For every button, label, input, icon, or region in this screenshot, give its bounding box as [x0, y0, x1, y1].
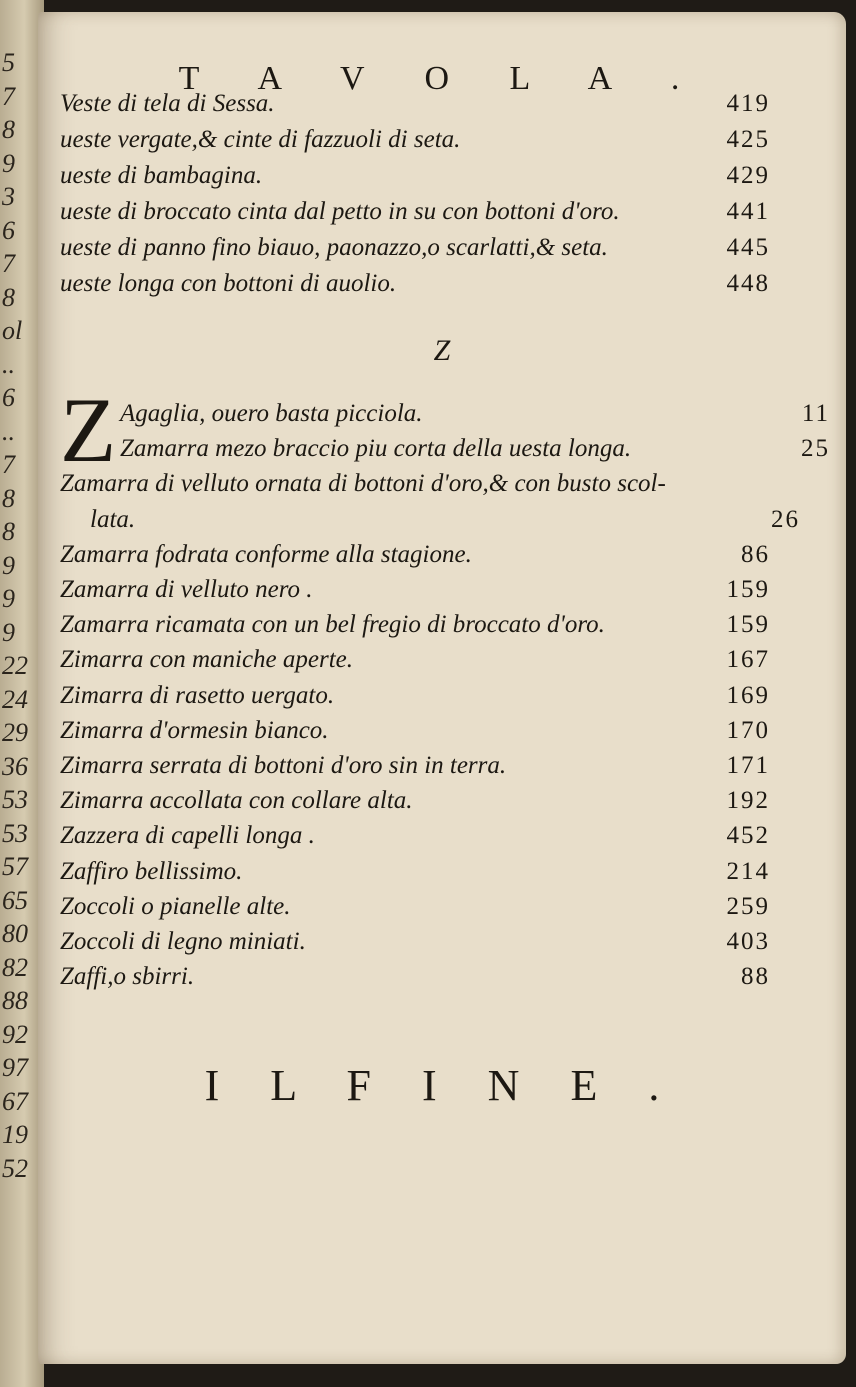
left-page-number: 7 [2, 81, 15, 111]
left-page-number: 8 [2, 517, 15, 546]
left-page-number: ol [2, 316, 23, 345]
running-head: T A V O L A . [178, 60, 706, 97]
index-entry [60, 682, 770, 720]
left-page-number: 9 [2, 584, 15, 613]
entry-text: Zimarra serrata di bottoni d'oro sin in terra. [60, 752, 507, 779]
index-entry [60, 234, 770, 272]
closing-title: I L F I N E . [204, 1061, 680, 1110]
left-page-number: 53 [2, 785, 28, 814]
left-page-number: 8 [2, 483, 15, 513]
entry-page-number: 159 [726, 611, 770, 639]
index-entry [60, 470, 770, 508]
left-page-number: 8 [2, 115, 15, 144]
left-page-number: 36 [2, 751, 28, 781]
entry-page-number: 429 [726, 162, 770, 189]
entry-page-number: 169 [726, 681, 770, 709]
entry-text: Zamarra di velluto nero . [60, 576, 313, 603]
left-page-number: .. [2, 349, 15, 379]
entry-page-number: 419 [726, 90, 770, 117]
entry-page-number: 445 [726, 234, 770, 261]
entry-text: Agaglia, ouero basta picciola. [120, 400, 423, 427]
entry-text: Zoccoli di legno miniati. [60, 928, 306, 955]
index-entry [120, 400, 830, 438]
entry-page-number: 192 [726, 787, 770, 815]
index-entry [60, 541, 770, 579]
entry-page-number: 88 [741, 963, 770, 991]
index-entry [60, 611, 770, 649]
left-page-number: 97 [2, 1053, 28, 1082]
index-entry [60, 893, 770, 931]
left-page-number: 7 [2, 450, 15, 479]
entry-page-number: 448 [726, 270, 770, 297]
entry-text: Zimarra accollata con collare alta. [60, 787, 413, 815]
index-entry [60, 198, 770, 236]
entry-text: lata. [90, 505, 136, 533]
left-page-number: 9 [2, 617, 15, 647]
index-entry [60, 717, 770, 755]
left-page-number: 57 [2, 852, 28, 881]
left-page-number: 19 [2, 1120, 28, 1149]
left-page-number: 22 [2, 651, 28, 680]
entry-text: Zaffiro bellissimo. [60, 857, 243, 885]
entry-text: Zaffi,o sbirri. [60, 963, 195, 991]
left-page-number: 24 [2, 684, 28, 714]
index-entry [60, 787, 770, 825]
left-page-number: 6 [2, 383, 15, 412]
entry-page-number: 25 [801, 435, 830, 463]
entry-text: ueste di panno fino biauo, paonazzo,o scarlatti,& seta. [60, 234, 608, 261]
entry-page-number: 26 [771, 505, 800, 533]
index-entry [60, 646, 770, 684]
left-page-number: 7 [2, 249, 15, 278]
left-page-number: 52 [2, 1153, 28, 1183]
left-page-number: 82 [2, 952, 28, 982]
entry-text: ueste di bambagina. [60, 162, 263, 189]
left-page-number: 53 [2, 818, 28, 848]
entry-text: Zoccoli o pianelle alte. [60, 892, 291, 920]
index-entry [60, 126, 770, 164]
entry-text: ueste di broccato cinta dal petto in su con bottoni d'oro. [60, 198, 620, 225]
index-entry [60, 822, 770, 860]
entry-page-number: 11 [801, 400, 830, 427]
index-entry [60, 752, 770, 790]
left-page-number: 88 [2, 986, 28, 1015]
index-entry [60, 928, 770, 966]
entry-text: ueste vergate,& cinte di fazzuoli di seta. [60, 126, 461, 153]
entry-page-number: 452 [726, 822, 770, 850]
left-page-number: 3 [2, 182, 15, 211]
entry-text: ueste longa con bottoni di auolio. [60, 270, 397, 297]
left-page-number: 8 [2, 282, 15, 312]
index-entry [60, 576, 770, 614]
entry-text: Zazzera di capelli longa . [60, 822, 315, 850]
entry-page-number: 425 [726, 126, 770, 153]
entry-text: Zamarra ricamata con un bel fregio di broccato d'oro. [60, 611, 605, 639]
entry-page-number: 259 [726, 892, 770, 920]
left-page-number: 65 [2, 885, 28, 915]
dropcap-letter: Z [60, 379, 117, 481]
book-page [38, 12, 846, 1364]
index-entry [60, 963, 770, 1001]
entry-page-number: 171 [726, 752, 770, 779]
index-entry [90, 506, 800, 544]
entry-page-number: 167 [726, 646, 770, 674]
left-page-number: 67 [2, 1086, 28, 1116]
entry-page-number: 86 [741, 540, 770, 568]
left-page-number: 29 [2, 718, 28, 747]
left-page-number: 92 [2, 1019, 28, 1049]
index-entry [120, 435, 830, 473]
entry-text: Zamarra fodrata conforme alla stagione. [60, 540, 472, 568]
index-entry [60, 90, 770, 128]
entry-text: Veste di tela di Sessa. [60, 90, 275, 117]
entry-page-number: 159 [726, 576, 770, 603]
index-entry [60, 858, 770, 896]
entry-page-number: 403 [726, 928, 770, 955]
left-page-number: .. [2, 416, 15, 446]
left-page-number: 9 [2, 550, 15, 580]
entry-text: Zamarra mezo braccio piu corta della uesta longa. [120, 435, 632, 463]
entry-text: Zimarra d'ormesin bianco. [60, 716, 329, 744]
left-page-number: 5 [2, 48, 15, 77]
entry-page-number: 214 [726, 857, 770, 885]
section-letter: Z [433, 334, 451, 367]
left-page-number: 6 [2, 215, 15, 245]
index-entry [60, 270, 770, 308]
entry-text: Zimarra con maniche aperte. [60, 646, 354, 674]
left-page-number: 80 [2, 919, 28, 948]
entry-page-number: 441 [726, 198, 770, 225]
entry-text: Zimarra di rasetto uergato. [60, 681, 335, 709]
entry-page-number: 170 [726, 716, 770, 744]
left-page-number: 9 [2, 148, 15, 178]
index-entry [60, 162, 770, 200]
entry-text: Zamarra di velluto ornata di bottoni d'oro,& con busto scol- [60, 470, 666, 498]
